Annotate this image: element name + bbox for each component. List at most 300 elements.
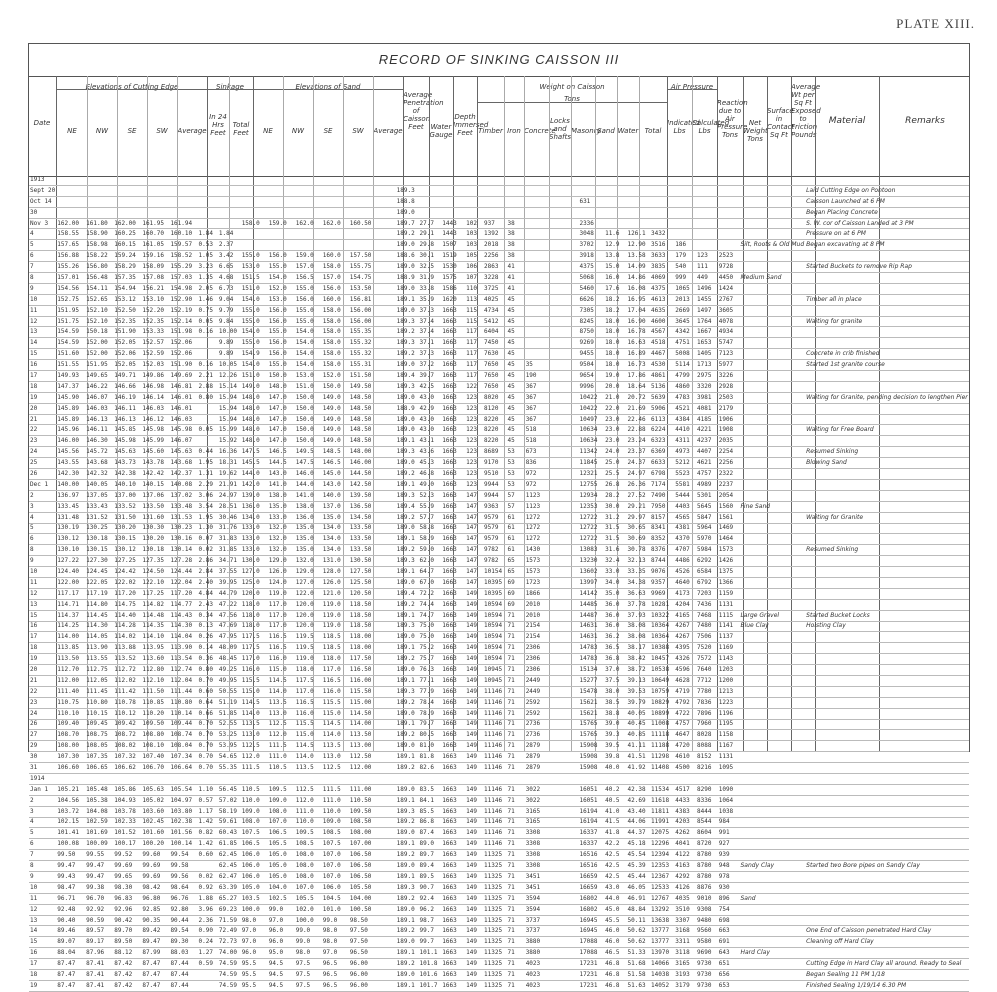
cell-loc: 71 [507, 904, 525, 915]
cell-wg: 189.3 [396, 447, 419, 458]
cell-mat [739, 752, 805, 763]
cell-net: 4163 [674, 861, 696, 872]
cell-san [546, 425, 562, 436]
cell-s24: 0.70 [198, 741, 218, 752]
table-row [29, 763, 969, 774]
cell-av: 99.56 [169, 872, 197, 883]
cell-tot: 56.45 [218, 784, 241, 795]
cell-se: 162.00 [113, 218, 141, 229]
cell-pen [377, 229, 396, 240]
cell-wat [562, 371, 578, 382]
cell-sur: 3981 [696, 392, 718, 403]
cell-rea: 10364 [650, 621, 674, 632]
cell-sse: 115.0 [295, 730, 322, 741]
cell-nw: 87.41 [85, 980, 113, 991]
cell-iro: 149 [465, 675, 483, 686]
cell-ind: 36.0 [604, 599, 626, 610]
cell-sav: 115.00 [349, 697, 377, 708]
cell-net: 1065 [674, 283, 696, 294]
cell-sav: 116.00 [349, 675, 377, 686]
cell-sav: 148.50 [349, 414, 377, 425]
cell-mas: 972 [525, 469, 547, 480]
cell-snw: 106.5 [268, 828, 295, 839]
cell-se: 158.29 [113, 262, 141, 273]
cell-tim: 1663 [441, 828, 465, 839]
cell-se: 145.85 [113, 425, 141, 436]
cell-nw: 101.69 [85, 828, 113, 839]
cell-wat [562, 305, 578, 316]
cell-ind: 18.0 [604, 349, 626, 360]
cell-wat [562, 970, 578, 981]
cell-loc: 38 [507, 240, 525, 251]
cell-pen [377, 773, 396, 784]
cell-snw [268, 229, 295, 240]
cell-sne [241, 240, 268, 251]
cell-pen [377, 207, 396, 218]
cell-avw: 1038 [718, 806, 740, 817]
cell-s24: 0.66 [198, 708, 218, 719]
cell-wat [562, 926, 578, 937]
cell-tim [441, 207, 465, 218]
cell-wt: 5068 [578, 273, 604, 284]
table-row [29, 654, 969, 665]
cell-sw: 157.08 [141, 273, 169, 284]
cell-rea: 11811 [650, 806, 674, 817]
cell-tot: 10.05 [218, 360, 241, 371]
cell-rem [805, 490, 969, 501]
cell-wat [562, 828, 578, 839]
cell-tim: 1663 [441, 588, 465, 599]
cell-san [546, 218, 562, 229]
cell-wg: 189.3 [396, 882, 419, 893]
cell-wg: 189.2 [396, 327, 419, 338]
cell-wt: 9996 [578, 381, 604, 392]
cell-wg: 189.0 [396, 360, 419, 371]
cell-wg: 189.0 [396, 665, 419, 676]
cell-loc [507, 196, 525, 207]
cell-mas: 35 [525, 360, 547, 371]
cell-s24: 0.16 [198, 360, 218, 371]
cell-sur [696, 207, 718, 218]
cell-s24: 0.70 [198, 719, 218, 730]
cell-dep [418, 773, 441, 784]
cell-mat [739, 839, 805, 850]
cell-cal: 40.45 [627, 719, 651, 730]
cell-iro: 149 [465, 893, 483, 904]
cell-ind: 20.0 [604, 381, 626, 392]
cell-d: 19 [29, 980, 56, 991]
cell-se: 146.13 [113, 414, 141, 425]
cell-san [546, 621, 562, 632]
cell-sav: 148.50 [349, 436, 377, 447]
cell-ind: 18.0 [604, 338, 626, 349]
cell-s24: 1.27 [198, 948, 218, 959]
cell-cal: 24.37 [627, 458, 651, 469]
cell-wg: 189.0 [396, 741, 419, 752]
cell-sse: 118.0 [295, 665, 322, 676]
table-row [29, 501, 969, 512]
cell-ind: 39.3 [604, 730, 626, 741]
cell-tim: 1663 [441, 436, 465, 447]
cell-pen [377, 458, 396, 469]
cell-rem [805, 523, 969, 534]
cell-ssw: 149.0 [322, 414, 349, 425]
cell-pen [377, 839, 396, 850]
cell-net: 3307 [674, 915, 696, 926]
cell-se [113, 773, 141, 784]
cell-wg: 189.3 [396, 556, 419, 567]
cell-wat [562, 490, 578, 501]
cell-ssw: 96.5 [322, 970, 349, 981]
cell-ne: 146.00 [56, 436, 85, 447]
header-average: Average [177, 127, 207, 135]
cell-rem [805, 599, 969, 610]
cell-rem: Finished Sealing 1/19/14 6.30 PM [805, 980, 969, 991]
cell-cal: 34.38 [627, 577, 651, 588]
cell-wt: 16337 [578, 839, 604, 850]
cell-d: 12 [29, 588, 56, 599]
cell-ssw: 119.0 [322, 599, 349, 610]
header-weight: Weight on Caisson [539, 83, 605, 91]
cell-dep: 85.5 [418, 806, 441, 817]
cell-net: 4311 [674, 436, 696, 447]
cell-se: 114.02 [113, 632, 141, 643]
cell-san [546, 283, 562, 294]
cell-rem [805, 850, 969, 861]
cell-rea: 13638 [650, 915, 674, 926]
cell-sne: 106.0 [241, 850, 268, 861]
cell-cal [627, 175, 651, 185]
cell-rem [805, 708, 969, 719]
cell-av: 140.08 [169, 479, 197, 490]
cell-pen [377, 425, 396, 436]
cell-ssw: 158.0 [322, 349, 349, 360]
cell-iro: 149 [465, 654, 483, 665]
cell-wt: 9455 [578, 349, 604, 360]
cell-ind: 35.0 [604, 588, 626, 599]
cell-nw: 108.75 [85, 730, 113, 741]
cell-sur [696, 773, 718, 784]
cell-wg: 189.0 [396, 207, 419, 218]
cell-pen [377, 305, 396, 316]
cell-ssw: 115.5 [322, 697, 349, 708]
cell-mas [525, 327, 547, 338]
cell-wt: 16802 [578, 904, 604, 915]
cell-sse: 112.5 [295, 784, 322, 795]
cell-rem: Hoisting Clay [805, 621, 969, 632]
cell-iro: 149 [465, 861, 483, 872]
cell-sav: 113.50 [349, 730, 377, 741]
cell-mat [739, 218, 805, 229]
cell-sne: 148.0 [241, 414, 268, 425]
cell-san [546, 926, 562, 937]
cell-rea: 13970 [650, 948, 674, 959]
cell-avw: 1143 [718, 654, 740, 665]
cell-mas: 1866 [525, 588, 547, 599]
cell-nw: 114.30 [85, 621, 113, 632]
cell-nw: 146.13 [85, 414, 113, 425]
cell-sav: 96.50 [349, 948, 377, 959]
cell-net: 3193 [674, 970, 696, 981]
cell-d: 26 [29, 469, 56, 480]
cell-sur: 9730 [696, 959, 718, 970]
cell-mat [739, 872, 805, 883]
cell-ind: 39.5 [604, 741, 626, 752]
cell-con: 11146 [483, 752, 507, 763]
cell-loc: 71 [507, 937, 525, 948]
cell-con: 11146 [483, 795, 507, 806]
cell-iro: 149 [465, 980, 483, 991]
cell-avw [718, 218, 740, 229]
cell-pen [377, 175, 396, 185]
cell-av: 99.54 [169, 850, 197, 861]
cell-wg: 189.1 [396, 948, 419, 959]
cell-d: 19 [29, 654, 56, 665]
cell-sne [241, 773, 268, 784]
cell-tot: 48.45 [218, 654, 241, 665]
cell-sw: 158.09 [141, 262, 169, 273]
cell-rea: 4518 [650, 338, 674, 349]
cell-sur: 4621 [696, 458, 718, 469]
cell-wt: 16802 [578, 893, 604, 904]
cell-cal: 38.42 [627, 654, 651, 665]
cell-d: 20 [29, 665, 56, 676]
cell-se: 96.83 [113, 893, 141, 904]
cell-sur: 8876 [696, 882, 718, 893]
cell-se: 143.73 [113, 458, 141, 469]
cell-sav [349, 185, 377, 196]
cell-san [546, 795, 562, 806]
cell-snw: 143.0 [268, 469, 295, 480]
cell-iro: 147 [465, 556, 483, 567]
cell-san [546, 893, 562, 904]
table-row [29, 447, 969, 458]
cell-av: 151.90 [169, 360, 197, 371]
cell-wat [562, 795, 578, 806]
cell-iro: 110 [465, 283, 483, 294]
cell-d: 16 [29, 948, 56, 959]
cell-rem: Began excavating at 8 PM [805, 240, 969, 251]
cell-ne: 106.60 [56, 763, 85, 774]
cell-mat [739, 381, 805, 392]
cell-pen [377, 371, 396, 382]
cell-nw: 114.05 [85, 632, 113, 643]
cell-sw: 90.35 [141, 915, 169, 926]
cell-tim: 1663 [441, 534, 465, 545]
table-row [29, 305, 969, 316]
rule-sand [253, 89, 403, 90]
cell-sse: 144.0 [295, 479, 322, 490]
cell-tim: 1663 [441, 730, 465, 741]
table-row [29, 338, 969, 349]
cell-net: 4410 [674, 425, 696, 436]
cell-d: 4 [29, 817, 56, 828]
cell-net: 5444 [674, 490, 696, 501]
cell-wt: 12722 [578, 512, 604, 523]
cell-iro: 103 [465, 240, 483, 251]
cell-cal: 26.36 [627, 479, 651, 490]
cell-ind: 19.0 [604, 371, 626, 382]
cell-net: 4122 [674, 850, 696, 861]
cell-cal: 48.84 [627, 904, 651, 915]
cell-wt: 15134 [578, 665, 604, 676]
cell-mat [739, 795, 805, 806]
cell-sne [241, 185, 268, 196]
cell-pen [377, 697, 396, 708]
cell-cal: 30.65 [627, 523, 651, 534]
cell-dep: 43.0 [418, 392, 441, 403]
cell-tot: 71.59 [218, 915, 241, 926]
table-row [29, 196, 969, 207]
cell-wg: 189.4 [396, 371, 419, 382]
cell-nw [85, 207, 113, 218]
cell-tot: 47.69 [218, 621, 241, 632]
cell-tim: 1663 [441, 545, 465, 556]
cell-mas: 1272 [525, 534, 547, 545]
cell-wat [562, 654, 578, 665]
cell-ind [604, 773, 626, 784]
cell-se: 130.20 [113, 523, 141, 534]
table-row [29, 577, 969, 588]
cell-cal: 45.18 [627, 839, 651, 850]
cell-tim: 1663 [441, 599, 465, 610]
cell-cal [627, 185, 651, 196]
cell-iro: 149 [465, 817, 483, 828]
cell-rea: 12353 [650, 861, 674, 872]
header-iron: Iron [507, 127, 521, 135]
cell-san [546, 479, 562, 490]
cell-tot: 12.26 [218, 371, 241, 382]
cell-av: 110.80 [169, 697, 197, 708]
cell-rem [805, 763, 969, 774]
cell-rem [805, 730, 969, 741]
cell-wt: 8245 [578, 316, 604, 327]
cell-loc: 53 [507, 479, 525, 490]
cell-ssw: 158.0 [322, 360, 349, 371]
cell-mat: Large Gravel [739, 610, 805, 621]
cell-tim: 1663 [441, 893, 465, 904]
cell-sw: 161.95 [141, 218, 169, 229]
cell-snw: 156.0 [268, 305, 295, 316]
cell-con: 11146 [483, 686, 507, 697]
cell-loc: 45 [507, 316, 525, 327]
cell-net: 4262 [674, 828, 696, 839]
cell-wt: 3702 [578, 240, 604, 251]
cell-mat [739, 697, 805, 708]
cell-wat [562, 556, 578, 567]
cell-mas: 190 [525, 371, 547, 382]
cell-s24: 0.05 [198, 316, 218, 327]
cell-avw: 2035 [718, 436, 740, 447]
cell-sw: 87.47 [141, 970, 169, 981]
cell-sur: 3320 [696, 381, 718, 392]
cell-san [546, 806, 562, 817]
cell-wat [562, 686, 578, 697]
cell-sw: 130.20 [141, 534, 169, 545]
cell-avw: 754 [718, 904, 740, 915]
cell-rem [805, 817, 969, 828]
cell-con: 11325 [483, 937, 507, 948]
cell-iro: 149 [465, 828, 483, 839]
cell-av: 146.07 [169, 436, 197, 447]
cell-con [483, 175, 507, 185]
cell-snw: 141.0 [268, 479, 295, 490]
cell-sav: 109.50 [349, 806, 377, 817]
cell-d: 17 [29, 632, 56, 643]
cell-nw: 146.07 [85, 392, 113, 403]
cell-rea: 11008 [650, 719, 674, 730]
cell-con: 8689 [483, 447, 507, 458]
cell-dep: 37.1 [418, 338, 441, 349]
header-sand-sw: SW [352, 127, 364, 135]
cell-san [546, 665, 562, 676]
cell-s24: 0.02 [198, 545, 218, 556]
cell-d: 30 [29, 752, 56, 763]
cell-dep: 82.6 [418, 763, 441, 774]
cell-av: 149.69 [169, 371, 197, 382]
cell-net: 4267 [674, 621, 696, 632]
cell-mas: 1272 [525, 523, 547, 534]
cell-loc: 45 [507, 349, 525, 360]
cell-rea: 10899 [650, 708, 674, 719]
cell-dep: 72.2 [418, 588, 441, 599]
cell-rem [805, 479, 969, 490]
cell-loc: 71 [507, 665, 525, 676]
cell-ne: 130.12 [56, 534, 85, 545]
cell-avw: 1115 [718, 610, 740, 621]
cell-sne: 105.0 [241, 882, 268, 893]
cell-tot: 15.94 [218, 392, 241, 403]
cell-s24: 3.54 [198, 501, 218, 512]
cell-sne: 96.0 [241, 948, 268, 959]
cell-av: 145.98 [169, 425, 197, 436]
cell-mat: Sand [739, 893, 805, 904]
cell-av: 152.06 [169, 338, 197, 349]
cell-avw: 2503 [718, 392, 740, 403]
cell-wg: 189.3 [396, 686, 419, 697]
cell-wat [562, 599, 578, 610]
cell-sne: 148.0 [241, 425, 268, 436]
cell-sne: 155.0 [241, 305, 268, 316]
cell-loc: 45 [507, 360, 525, 371]
cell-sse: 117.5 [295, 675, 322, 686]
cell-nw: 117.19 [85, 588, 113, 599]
cell-loc: 45 [507, 381, 525, 392]
cell-tim: 1663 [441, 719, 465, 730]
cell-cal: 16.78 [627, 327, 651, 338]
cell-sav: 113.00 [349, 741, 377, 752]
cell-rea: 13292 [650, 904, 674, 915]
cell-ssw: 113.0 [322, 752, 349, 763]
table-row [29, 872, 969, 883]
table-row [29, 436, 969, 447]
cell-sse: 116.0 [295, 708, 322, 719]
cell-av: 160.10 [169, 229, 197, 240]
cell-av: 92.80 [169, 904, 197, 915]
cell-san [546, 752, 562, 763]
cell-sne: 116.0 [241, 665, 268, 676]
cell-ne: 136.97 [56, 490, 85, 501]
cell-san [546, 371, 562, 382]
cell-se: 87.42 [113, 959, 141, 970]
cell-wt [578, 773, 604, 784]
cell-con [483, 207, 507, 218]
cell-sw [141, 773, 169, 784]
cell-d: 2 [29, 490, 56, 501]
cell-sw [141, 175, 169, 185]
cell-rea: 4467 [650, 349, 674, 360]
cell-loc: 71 [507, 872, 525, 883]
